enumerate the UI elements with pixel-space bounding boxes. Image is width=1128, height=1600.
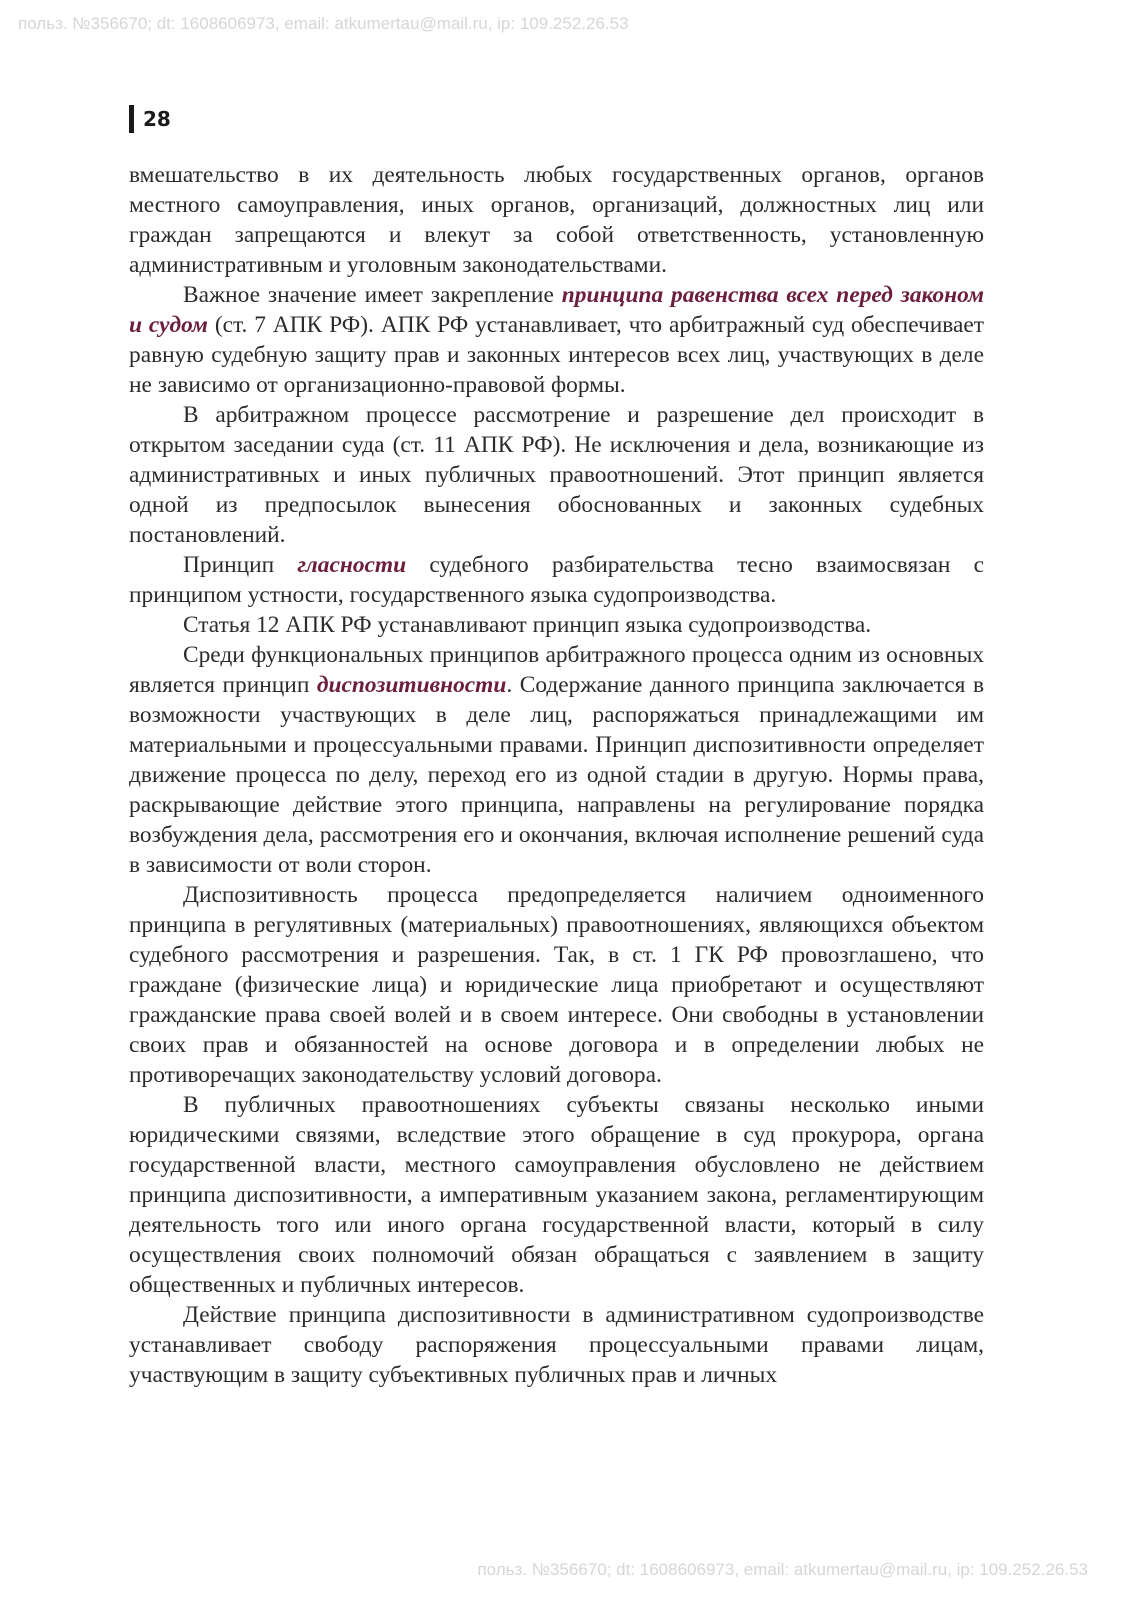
paragraph-language: Статья 12 АПК РФ устанавливают принцип языка судопроизводства. [183, 612, 872, 638]
paragraph-text: Важное значение имеет закрепление [183, 282, 562, 308]
watermark-top: польз. №356670; dt: 1608606973, email: atkumertau@mail.ru, ip: 109.252.26.53 [18, 14, 629, 33]
highlighted-term: диспозитивности [316, 672, 507, 698]
paragraph-regulatory: Диспозитивность процесса предопределяется наличием одноименного принципа в регулятивных (материальных) правоотношениях, являющихся объектом судебного рассмотрения и разрешения. Так, в ст. 1 ГК РФ провозглашено, что граждане (физические лица) и юридические лица приобретают и осуществляют гражданские права своей волей и в своем интересе. Они свободны в установлении своих прав и обязанностей на основе договора и в определении любых не противоречащих законодательству условий договора. [129, 882, 984, 1088]
body-text [129, 160, 984, 1390]
paragraph-publicity [129, 550, 984, 610]
header-marker-bar [129, 105, 134, 133]
highlighted-term: гласности [297, 552, 407, 578]
paragraph-open-hearing: В арбитражном процессе рассмотрение и разрешение дел происходит в открытом заседании суда (ст. 11 АПК РФ). Не исключения и дела, возникающие из административных и иных публичных правоотношений. Этот принцип является одной из предпосылок вынесения обоснованных и законных судебных постановлений. [129, 402, 984, 548]
paragraph-text: (ст. 7 АПК РФ). АПК РФ устанавливает, что арбитражный суд обеспечивает равную судебную защиту прав и законных интересов всех лиц, участвующих в деле не зависимо от организационно-правовой формы. [129, 312, 984, 398]
paragraph-text: судебного разбирательства тесно взаимосвязан с принципом устности, государственного языка судопроизводства. [129, 552, 985, 608]
paragraph-text: . Содержание данного принципа заключается в возможности участвующих в деле лиц, распоряжаться принадлежащими им материальными и процессуальными правами. Принцип диспозитивности определяет движение процесса по делу, переход его из одной стадии в другую. Нормы права, раскрывающие действие этого принципа, направлены на регулирование порядка возбуждения дела, рассмотрения его и окончания, включая исполнение решений суда в зависимости от воли сторон. [129, 672, 984, 878]
paragraph-dispositivity [129, 640, 984, 880]
paragraph-public-relations: В публичных правоотношениях субъекты связаны несколько иными юридическими связями, вследствие этого обращение в суд прокурора, органа государственной власти, местного самоуправления обусловлено не действием принципа диспозитивности, а императивным указанием закона, регламентирующим деятельность того или иного органа государственной власти, который в силу осуществления своих полномочий обязан обращаться с заявлением в защиту общественных и публичных интересов. [129, 1092, 984, 1298]
paragraph-text: Среди функциональных принципов арбитражного процесса одним из основных является принцип [129, 642, 984, 698]
paragraph-text: Принцип [183, 552, 298, 578]
page-number: 28 [143, 107, 171, 131]
page-header [129, 105, 171, 133]
paragraph-administrative: Действие принципа диспозитивности в административном судопроизводстве устанавливает свободу распоряжения процессуальными правами лицам, участвующим в защиту субъективных публичных прав и личных [129, 1302, 984, 1388]
paragraph-continuation: вмешательство в их деятельность любых государственных органов, органов местного самоуправления, иных органов, организаций, должностных лиц или граждан запрещаются и влекут за собой ответственность, установленную административным и уголовным законодательствами. [129, 162, 984, 278]
highlighted-term: принципа равенства всех перед законом и судом [129, 282, 984, 338]
watermark-bottom: польз. №356670; dt: 1608606973, email: atkumertau@mail.ru, ip: 109.252.26.53 [477, 1560, 1088, 1579]
paragraph-equality-principle [129, 280, 984, 400]
